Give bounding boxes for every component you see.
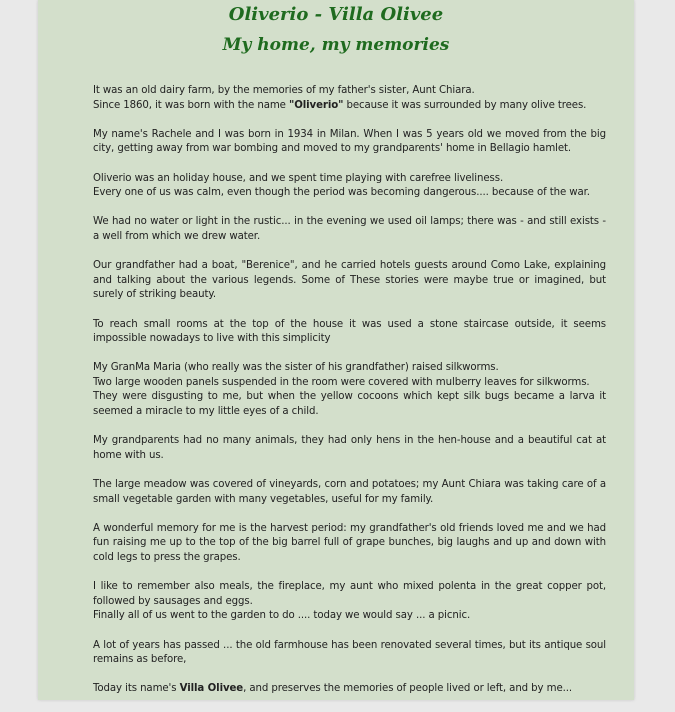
memoir-body [93,84,606,712]
paragraph-meals-line-2: Finally all of us went to the garden to do .... today we would say ... a picnic. [93,610,471,622]
today-name-villa-olivee: Villa Olivee [179,683,244,695]
paragraph-holiday-line-1: Oliverio was an holiday house, and we spent time playing with carefree liveliness. [93,172,504,184]
paragraph-silkworms-line-2: Two large wooden panels suspended in the room were covered with mulberry leaves for silkworms. [93,376,590,388]
paragraph-meadow: The large meadow was covered of vineyards, corn and potatoes; my Aunt Chiara was taking care of a small vegetable garden with many vegetables, useful for my family. [93,479,606,505]
paragraph-staircase: To reach small rooms at the top of the house it was used a stone staircase outside, it seems impossible nowadays to live with this simplicity [93,318,606,345]
document-page [38,0,634,700]
paragraph-holiday-line-2: Every one of us was calm, even though the period was becoming dangerous.... because of the war. [93,187,590,199]
paragraph-water: We had no water or light in the rustic... in the evening we used oil lamps; there was - and still exists - a well from which we drew water. [93,216,606,242]
paragraph-harvest: A wonderful memory for me is the harvest period: my grandfather's old friends loved me and we had fun raising me up to the top of the big barrel full of grape bunches, big laughs and up and down with cold legs to press the grapes. [93,522,606,563]
paragraph-origin [93,84,606,113]
paragraph-years: A lot of years has passed ... the old farmhouse has been renovated several times, but its antique soul remains as before, [93,639,606,666]
paragraph-meals-line-1: I like to remember also meals, the fireplace, my aunt who mixed polenta in the great copper pot, followed by sausages and eggs. [93,581,606,607]
origin-text-a: Since 1860, it was born with the name [93,99,289,111]
paragraph-origin-line-1: It was an old dairy farm, by the memories of my father's sister, Aunt Chiara. [93,85,475,96]
paragraph-silkworms-line-1: My GranMa Maria (who really was the sister of his grandfather) raised silkworms. [93,362,499,374]
paragraph-boat: Our grandfather had a boat, "Berenice", and he carried hotels guests around Como Lake, explaining and talking about the various legends. Some of These stories were maybe true or imagined, but surely of striking beauty. [93,260,606,301]
paragraph-silkworms-line-3: They were disgusting to me, but when the yellow cocoons which kept silk bugs became a larva it seemed a miracle to my little eyes of a child. [93,391,606,418]
today-text-a: Today its name's [93,683,180,695]
paragraph-rachele: My name's Rachele and I was born in 1934 in Milan. When I was 5 years old we moved from the big city, getting away from war bombing and moved to my grandparents' home in Bellagio hamlet. [93,128,606,155]
paragraph-today [93,682,606,697]
page-subtitle: My home, my memories [222,35,450,55]
paragraph-origin-line-2 [93,99,606,114]
origin-text-c: because it was surrounded by many olive trees. [343,99,587,111]
paragraph-meals [93,580,606,624]
paragraph-silkworms [93,361,606,419]
paragraph-animals: My grandparents had no many animals, they had only hens in the hen-house and a beautiful cat at home with us. [93,435,606,461]
origin-name-oliverio: "Oliverio" [289,99,344,111]
paragraph-holiday [93,172,606,201]
today-text-c: , and preserves the memories of people lived or left, and by me... [243,683,573,695]
page-title: Oliverio - Villa Olivee [228,4,444,25]
